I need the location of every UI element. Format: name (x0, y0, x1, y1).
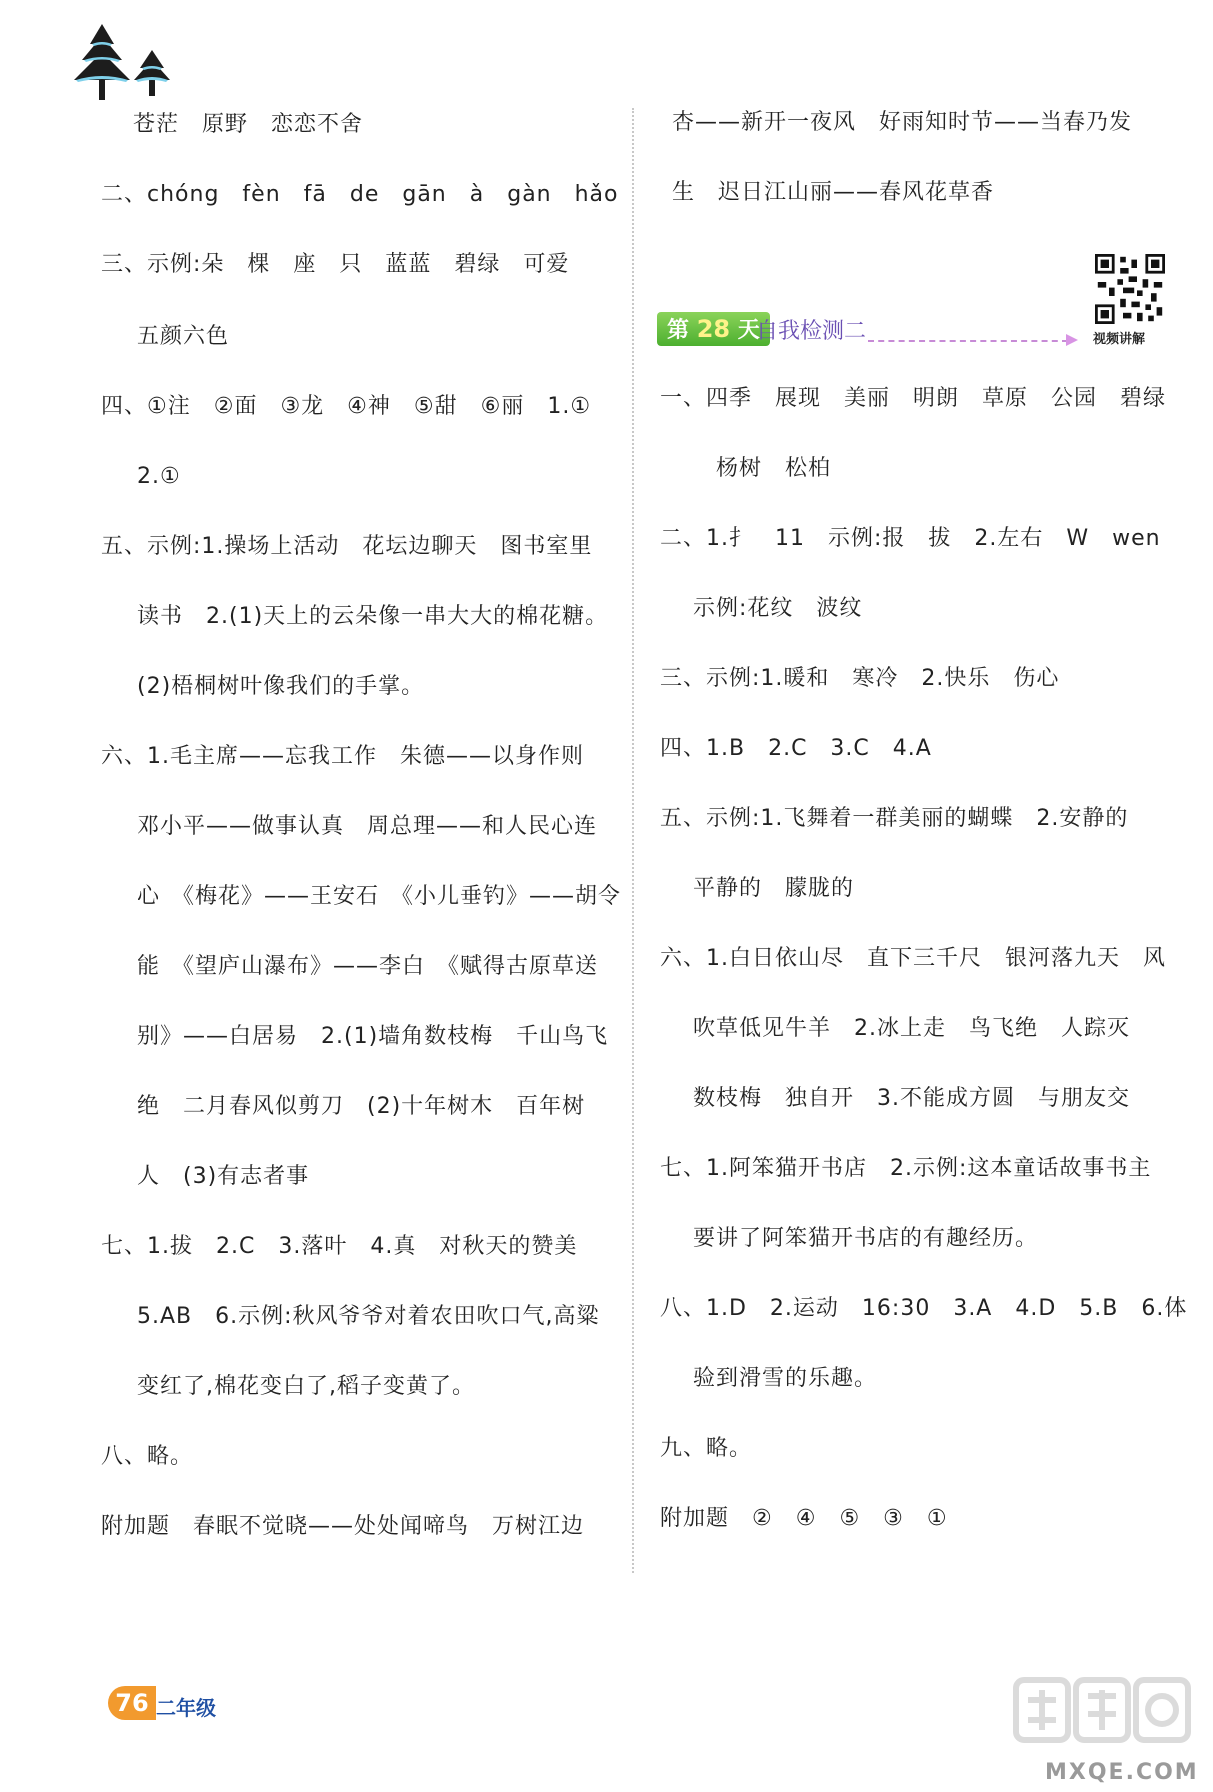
answer-line: 人 (3)有志者事 (137, 1164, 310, 1189)
answer-line: 心 《梅花》——王安石 《小儿垂钓》——胡令 (137, 884, 622, 909)
day-suffix: 天 (737, 318, 760, 343)
answer-line: (2)梧桐树叶像我们的手掌。 (137, 674, 425, 699)
answer-line: 七、1.拔 2.C 3.落叶 4.真 对秋天的赞美 (101, 1234, 578, 1259)
answer-line: 二、chóng fèn fā de gān à gàn hǎo (101, 182, 619, 207)
answer-line: 能 《望庐山瀑布》——李白 《赋得古原草送 (137, 954, 599, 979)
day-tag (657, 312, 770, 346)
column-divider (632, 108, 634, 1573)
answer-line: 六、1.白日依山尽 直下三千尺 银河落九天 风 (660, 946, 1166, 971)
header-dashed-line (868, 340, 1068, 342)
answer-line: 四、1.B 2.C 3.C 4.A (660, 736, 932, 761)
answer-line: 杨树 松柏 (716, 456, 832, 481)
snowy-tree-icon (72, 22, 182, 104)
answer-line: 绝 二月春风似剪刀 (2)十年树木 百年树 (137, 1094, 586, 1119)
answer-line: 五、示例:1.操场上活动 花坛边聊天 图书室里 (101, 534, 593, 559)
answer-line: 变红了,棉花变白了,稻子变黄了。 (137, 1374, 475, 1399)
answer-line: 八、1.D 2.运动 16:30 3.A 4.D 5.B 6.体 (660, 1296, 1188, 1321)
header-arrow-icon (1066, 334, 1078, 346)
answer-line: 二、1.扌 11 示例:报 拔 2.左右 W wen (660, 526, 1161, 551)
grade-label: 二年级 (156, 1696, 216, 1720)
answer-line: 三、示例:1.暖和 寒冷 2.快乐 伤心 (660, 666, 1060, 691)
answer-line: 读书 2.(1)天上的云朵像一串大大的棉花糖。 (137, 604, 609, 629)
answer-line: 别》——白居易 2.(1)墙角数枝梅 千山鸟飞 (137, 1024, 609, 1049)
answer-line: 平静的 朦胧的 (693, 876, 855, 901)
answer-line: 七、1.阿笨猫开书店 2.示例:这本童话故事书主 (660, 1156, 1152, 1181)
answer-line: 邓小平——做事认真 周总理——和人民心连 (137, 814, 598, 839)
page-number: 76 (108, 1686, 156, 1720)
answer-line: 验到滑雪的乐趣。 (693, 1366, 878, 1391)
day-prefix: 第 (667, 318, 690, 343)
answer-line: 数枝梅 独自开 3.不能成方圆 与朋友交 (693, 1086, 1130, 1111)
bonus-question-line: 附加题 ② ④ ⑤ ③ ① (660, 1506, 948, 1531)
qr-label: 视频讲解 (1093, 332, 1146, 347)
answer-line: 吹草低见牛羊 2.冰上走 鸟飞绝 人踪灭 (693, 1016, 1130, 1041)
answer-line: 九、略。 (660, 1436, 753, 1461)
answer-line: 5.AB 6.示例:秋风爷爷对着农田吹口气,高粱 (137, 1304, 600, 1329)
answer-line: 五、示例:1.飞舞着一群美丽的蝴蝶 2.安静的 (660, 806, 1129, 831)
section-title: 自我检测二 (756, 319, 867, 344)
answer-line: 四、①注 ②面 ③龙 ④神 ⑤甜 ⑥丽 1.① (101, 394, 592, 419)
watermark-text: MXQE.COM (1045, 1760, 1199, 1785)
answer-line: 杏——新开一夜风 好雨知时节——当春乃发 (672, 110, 1133, 135)
day-number: 28 (696, 315, 731, 343)
qr-code-icon[interactable] (1095, 254, 1165, 324)
answer-line: 生 迟日江山丽——春风花草香 (672, 180, 995, 205)
answer-line: 五颜六色 (137, 324, 230, 349)
answer-line: 三、示例:朵 棵 座 只 蓝蓝 碧绿 可爱 (101, 252, 570, 277)
answer-line: 八、略。 (101, 1444, 194, 1469)
bonus-question-line: 附加题 春眠不觉晓——处处闻啼鸟 万树江边 (101, 1514, 585, 1539)
answer-line: 苍茫 原野 恋恋不舍 (133, 112, 364, 137)
answer-line: 六、1.毛主席——忘我工作 朱德——以身作则 (101, 744, 584, 769)
answer-line: 一、四季 展现 美丽 明朗 草原 公园 碧绿 (660, 386, 1167, 411)
answer-line: 要讲了阿笨猫开书店的有趣经历。 (693, 1226, 1039, 1251)
answer-line: 2.① (137, 464, 181, 489)
answer-line: 示例:花纹 波纹 (693, 596, 863, 621)
